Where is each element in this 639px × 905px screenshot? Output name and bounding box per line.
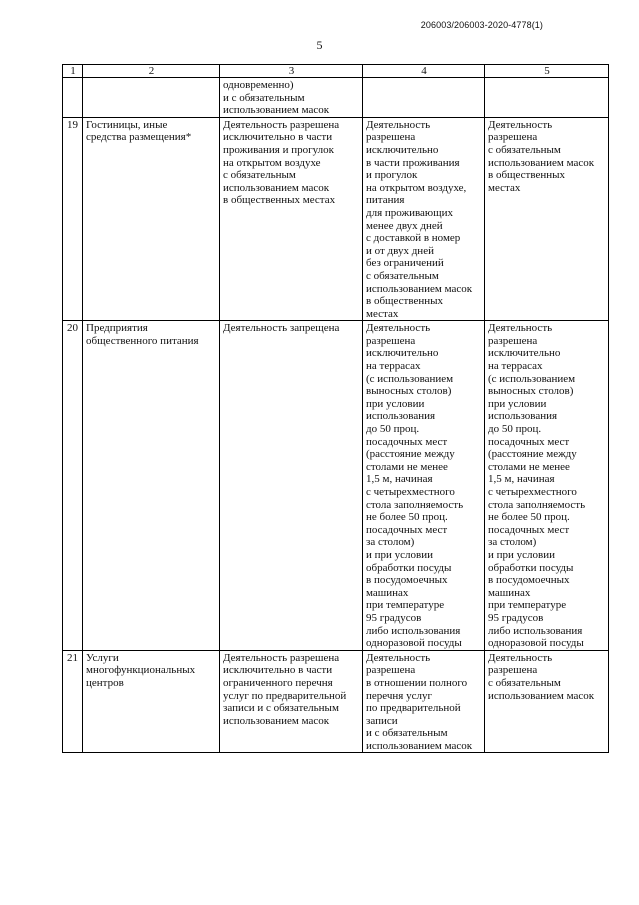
table-row bbox=[63, 78, 609, 118]
column-header: 2 bbox=[83, 65, 220, 78]
restriction-cell-col4 bbox=[363, 321, 485, 650]
document-id: 206003/206003-2020-4778(1) bbox=[420, 20, 543, 30]
cell-text-line: в общественных местах bbox=[223, 194, 336, 207]
cell-text-line: либо использования bbox=[488, 624, 583, 637]
cell-text-line: местах bbox=[488, 181, 521, 194]
cell-text-line: на открытом воздухе, bbox=[366, 181, 467, 194]
cell-text-line: при температуре bbox=[488, 599, 567, 612]
cell-text-line: одновременно) bbox=[223, 79, 294, 91]
cell-text-line: либо использования bbox=[366, 624, 461, 637]
cell-text-line: разрешена bbox=[488, 131, 538, 144]
cell-text-line: Гостиницы, иные bbox=[86, 118, 168, 131]
cell-text-line: и прогулок bbox=[366, 169, 418, 182]
cell-text-line: в посудомоечных bbox=[488, 574, 570, 587]
cell-text-line: разрешена bbox=[488, 664, 538, 677]
cell-text-line: исключительно в части bbox=[223, 131, 333, 144]
cell-text-line: и при условии bbox=[366, 548, 433, 561]
cell-text-line: в общественных bbox=[366, 295, 444, 308]
cell-text-line: исключительно в части bbox=[223, 664, 333, 677]
cell-text-line: (расстояние между bbox=[366, 448, 455, 461]
cell-text-line: за столом) bbox=[366, 536, 415, 549]
cell-text-line: при температуре bbox=[366, 599, 445, 612]
cell-text-line: использованием масок bbox=[223, 714, 330, 727]
cell-text-line: не более 50 проц. bbox=[488, 511, 570, 524]
cell-text-line: разрешена bbox=[488, 334, 538, 347]
restriction-cell-col3 bbox=[220, 321, 363, 650]
cell-text-line: Деятельность bbox=[488, 118, 553, 131]
restriction-cell-col4 bbox=[363, 78, 485, 118]
cell-text-line: Деятельность bbox=[488, 322, 553, 335]
cell-text-line: обработки посуды bbox=[488, 561, 574, 574]
cell-text-line: с обязательным bbox=[488, 676, 561, 689]
cell-text-line: столами не менее bbox=[488, 460, 570, 473]
cell-text-line: без ограничений bbox=[366, 257, 444, 270]
cell-text-line: Предприятия bbox=[86, 322, 148, 335]
cell-text-line: и при условии bbox=[488, 548, 555, 561]
restriction-cell-col3 bbox=[220, 650, 363, 753]
table-row bbox=[63, 650, 609, 753]
row-number: 19 bbox=[63, 117, 83, 321]
cell-text-line: использованием масок bbox=[366, 282, 473, 295]
cell-text-line: и с обязательным bbox=[223, 91, 305, 104]
cell-text-line: стола заполняемость bbox=[488, 498, 586, 511]
cell-text-line: обработки посуды bbox=[366, 561, 452, 574]
cell-text-line: записи bbox=[366, 714, 398, 727]
restriction-cell-col5 bbox=[485, 78, 609, 118]
activity-name-cell bbox=[83, 78, 220, 118]
cell-text-line: ограниченного перечня bbox=[223, 676, 333, 689]
cell-text-line: на открытом воздухе bbox=[223, 156, 321, 169]
cell-text-line: Деятельность разрешена bbox=[223, 651, 340, 664]
cell-text-line: использованием масок bbox=[223, 104, 330, 117]
cell-text-line: не более 50 проц. bbox=[366, 511, 448, 524]
row-number: 20 bbox=[63, 321, 83, 650]
cell-text-line: до 50 проц. bbox=[488, 423, 542, 436]
cell-text-line: посадочных мест bbox=[488, 523, 570, 536]
cell-text-line: в посудомоечных bbox=[366, 574, 448, 587]
cell-text-line: стола заполняемость bbox=[366, 498, 464, 511]
cell-text-line: местах bbox=[366, 307, 399, 320]
cell-text-line: исключительно bbox=[366, 143, 439, 156]
table-row bbox=[63, 117, 609, 321]
cell-text-line: одноразовой посуды bbox=[366, 637, 462, 650]
cell-text-line: Деятельность разрешена bbox=[223, 118, 340, 131]
cell-text-line: с четырехместного bbox=[488, 486, 577, 498]
cell-text-line: с доставкой в номер bbox=[366, 232, 461, 245]
regulations-table bbox=[62, 64, 609, 753]
restriction-cell-col3 bbox=[220, 78, 363, 118]
cell-text-line: посадочных мест bbox=[366, 435, 448, 448]
cell-text-line: столами не менее bbox=[366, 460, 448, 473]
cell-text-line: до 50 проц. bbox=[366, 423, 420, 436]
page-number: 5 bbox=[316, 38, 323, 52]
cell-text-line: разрешена bbox=[366, 664, 416, 677]
cell-text-line: при условии bbox=[366, 397, 425, 410]
cell-text-line: исключительно bbox=[366, 347, 439, 360]
activity-name-cell bbox=[83, 117, 220, 321]
column-header: 3 bbox=[220, 65, 363, 78]
cell-text-line: выносных столов) bbox=[488, 385, 574, 398]
cell-text-line: Деятельность bbox=[366, 118, 431, 131]
row-number: 21 bbox=[63, 650, 83, 753]
cell-text-line: на террасах bbox=[488, 360, 543, 373]
cell-text-line: и от двух дней bbox=[366, 244, 434, 257]
cell-text-line: и с обязательным bbox=[366, 727, 448, 740]
cell-text-line: (с использованием bbox=[366, 372, 454, 385]
cell-text-line: использования bbox=[488, 410, 558, 423]
cell-text-line: Услуги bbox=[86, 651, 119, 664]
activity-name-cell bbox=[83, 650, 220, 753]
cell-text-line: за столом) bbox=[488, 536, 537, 549]
cell-text-line: машинах bbox=[488, 586, 531, 599]
cell-text-line: (расстояние между bbox=[488, 448, 577, 461]
cell-text-line: разрешена bbox=[366, 334, 416, 347]
cell-text-line: использованием масок bbox=[488, 156, 595, 169]
cell-text-line: средства размещения* bbox=[86, 131, 192, 144]
cell-text-line: центров bbox=[86, 676, 124, 689]
cell-text-line: одноразовой посуды bbox=[488, 637, 584, 650]
restriction-cell-col3 bbox=[220, 117, 363, 321]
cell-text-line: услуг по предварительной bbox=[223, 689, 347, 702]
cell-text-line: использования bbox=[366, 410, 436, 423]
cell-text-line: использованием масок bbox=[223, 181, 330, 194]
cell-text-line: выносных столов) bbox=[366, 385, 452, 398]
cell-text-line: перечня услуг bbox=[366, 689, 432, 702]
cell-text-line: 1,5 м, начиная bbox=[488, 473, 555, 486]
cell-text-line: разрешена bbox=[366, 131, 416, 144]
table-header-row bbox=[63, 65, 609, 78]
cell-text-line: посадочных мест bbox=[488, 435, 570, 448]
cell-text-line: в отношении полного bbox=[366, 676, 468, 689]
cell-text-line: записи и с обязательным bbox=[223, 702, 339, 715]
cell-text-line: Деятельность bbox=[366, 322, 431, 335]
cell-text-line: для проживающих bbox=[366, 206, 454, 219]
cell-text-line: с четырехместного bbox=[366, 486, 455, 498]
cell-text-line: при условии bbox=[488, 397, 547, 410]
cell-text-line: машинах bbox=[366, 586, 409, 599]
cell-text-line: 1,5 м, начиная bbox=[366, 473, 433, 486]
cell-text-line: на террасах bbox=[366, 360, 421, 373]
cell-text-line: в общественных bbox=[488, 169, 566, 182]
row-number bbox=[63, 78, 83, 118]
cell-text-line: Деятельность запрещена bbox=[223, 322, 340, 335]
restriction-cell-col5 bbox=[485, 117, 609, 321]
cell-text-line: питания bbox=[366, 194, 405, 207]
cell-text-line: с обязательным bbox=[223, 169, 296, 182]
activity-name-cell bbox=[83, 321, 220, 650]
cell-text-line: менее двух дней bbox=[366, 219, 443, 232]
cell-text-line: 95 градусов bbox=[366, 611, 422, 624]
cell-text-line: с обязательным bbox=[488, 143, 561, 156]
cell-text-line: 95 градусов bbox=[488, 611, 544, 624]
cell-text-line: по предварительной bbox=[366, 702, 461, 715]
restriction-cell-col4 bbox=[363, 650, 485, 753]
cell-text-line: общественного питания bbox=[86, 334, 199, 347]
cell-text-line: использованием масок bbox=[488, 689, 595, 702]
column-header: 1 bbox=[63, 65, 83, 78]
cell-text-line: с обязательным bbox=[366, 269, 439, 282]
table-row bbox=[63, 321, 609, 650]
restriction-cell-col5 bbox=[485, 650, 609, 753]
cell-text-line: Деятельность bbox=[488, 651, 553, 664]
cell-text-line: многофункциональных bbox=[86, 664, 196, 677]
restriction-cell-col4 bbox=[363, 117, 485, 321]
column-header: 4 bbox=[363, 65, 485, 78]
cell-text-line: (с использованием bbox=[488, 372, 576, 385]
cell-text-line: посадочных мест bbox=[366, 523, 448, 536]
column-header: 5 bbox=[485, 65, 609, 78]
cell-text-line: Деятельность bbox=[366, 651, 431, 664]
restriction-cell-col5 bbox=[485, 321, 609, 650]
cell-text-line: проживания и прогулок bbox=[223, 143, 334, 156]
cell-text-line: использованием масок bbox=[366, 739, 473, 752]
cell-text-line: исключительно bbox=[488, 347, 561, 360]
cell-text-line: в части проживания bbox=[366, 156, 460, 169]
